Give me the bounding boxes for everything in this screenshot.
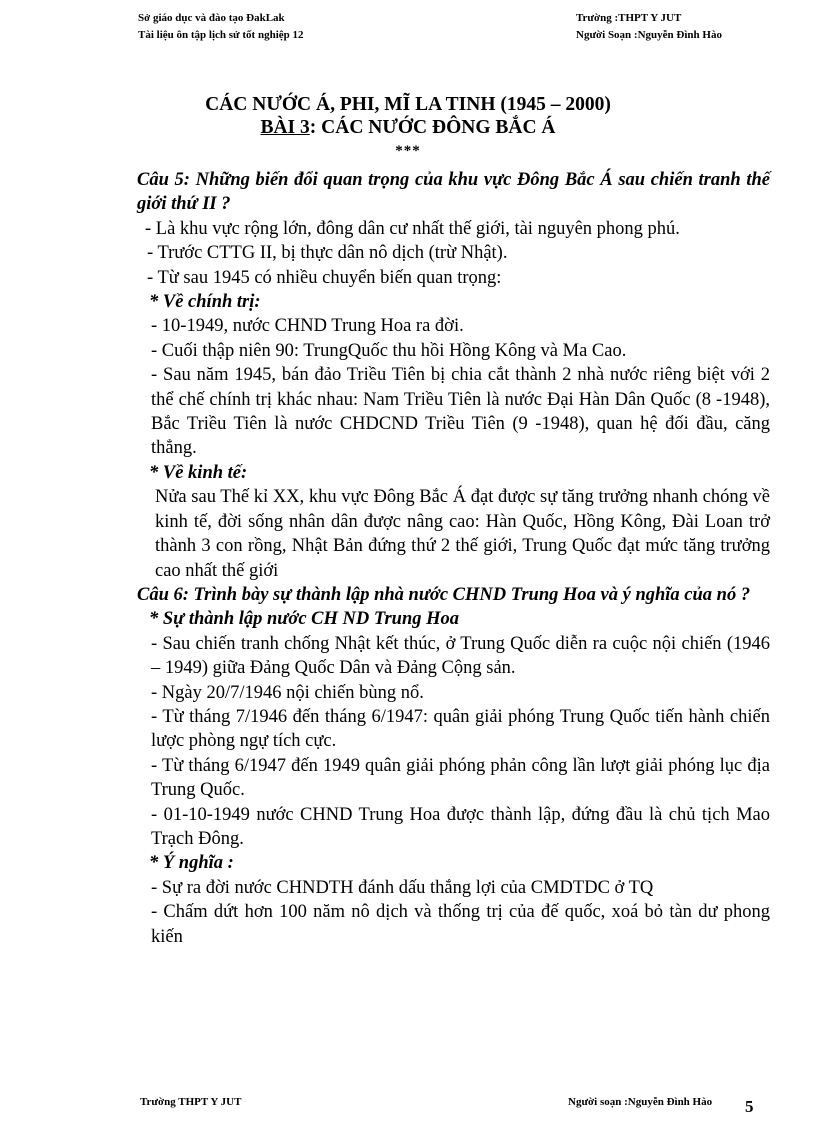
question-6-title: Câu 6: Trình bày sự thành lập nhà nước CHND Trung Hoa và ý nghĩa của nó ? — [137, 584, 751, 605]
main-content — [137, 168, 770, 949]
header-school: Trường :THPT Y JUT — [576, 12, 682, 24]
subheading-politics: * Về chính trị: — [149, 292, 261, 313]
subheading-economy: * Về kinh tế: — [149, 462, 248, 483]
question-5-title: Câu 5: Những biến đổi quan trọng của khu vực Đông Bắc Á sau chiến tranh thế giới thứ II ? — [137, 170, 770, 215]
footer-school: Trường THPT Y JUT — [140, 1096, 242, 1108]
header-department: Sở giáo dục và đào tạo ĐakLak — [138, 12, 285, 24]
paragraph: - Ngày 20/7/1946 nội chiến bùng nổ. — [151, 682, 424, 703]
header-left — [138, 10, 304, 44]
paragraph: - Sau chiến tranh chống Nhật kết thúc, ở Trung Quốc diễn ra cuộc nội chiến (1946 – 1949) giữa Đảng Quốc Dân và Đảng Cộng sản. — [151, 633, 770, 679]
paragraph: - 01-10-1949 nước CHND Trung Hoa được thành lập, đứng đầu là chủ tịch Mao Trạch Đông. — [151, 804, 770, 849]
header-right — [576, 10, 722, 44]
paragraph: Nửa sau Thế kỉ XX, khu vực Đông Bắc Á đạt được sự tăng trưởng nhanh chóng về kinh tế, đời sống nhân dân được nâng cao: Hàn Quốc, Hồng Kông, Đài Loan trở thành 3 con rồng, Nhật Bản đứng thứ 2 thế giới, Trung Quốc đạt mức tăng trưởng cao nhất thế giới — [155, 487, 770, 581]
paragraph: - Từ sau 1945 có nhiều chuyển biến quan trọng: — [147, 267, 502, 288]
paragraph: - Là khu vực rộng lớn, đông dân cư nhất thế giới, tài nguyên phong phú. — [145, 218, 680, 239]
title-ornament: *** — [395, 143, 421, 159]
header-author: Người Soạn :Nguyễn Đình Hào — [576, 29, 722, 41]
paragraph: - Sự ra đời nước CHNDTH đánh dấu thắng lợi của CMDTDC ở TQ — [151, 877, 654, 898]
lesson-number: BÀI 3 — [260, 117, 310, 138]
page-number: 5 — [745, 1097, 754, 1116]
paragraph: - Trước CTTG II, bị thực dân nô dịch (trừ Nhật). — [147, 243, 508, 264]
paragraph: - Chấm dứt hơn 100 năm nô dịch và thống trị của đế quốc, xoá bỏ tàn dư phong kiến — [151, 902, 770, 947]
subheading-founding: * Sự thành lập nước CH ND Trung Hoa — [149, 609, 460, 630]
paragraph: - Sau năm 1945, bán đảo Triều Tiên bị chia cắt thành 2 nhà nước riêng biệt với 2 thể chế chính trị khác nhau: Nam Triều Tiên là nước Đại Hàn Dân Quốc (8 -1948), Bắc Triều Tiên là nước CHDCND Triều Tiên (9 -1948), quan hệ đối đầu, căng thẳng. — [151, 365, 770, 459]
paragraph: - 10-1949, nước CHND Trung Hoa ra đời. — [151, 316, 464, 337]
chapter-title: CÁC NƯỚC Á, PHI, MĨ LA TINH (1945 – 2000) — [205, 94, 611, 115]
paragraph: - Từ tháng 7/1946 đến tháng 6/1947: quân giải phóng Trung Quốc tiến hành chiến lược phòng ngự tích cực. — [151, 706, 770, 752]
lesson-title — [0, 117, 816, 139]
header-document-subject: Tài liệu ôn tập lịch sử tốt nghiệp 12 — [138, 29, 304, 41]
subheading-significance: * Ý nghĩa : — [149, 853, 234, 874]
footer-author: Người soạn :Nguyễn Đình Hào — [568, 1096, 713, 1108]
paragraph: - Cuối thập niên 90: TrungQuốc thu hồi Hồng Kông và Ma Cao. — [151, 340, 627, 361]
paragraph: - Từ tháng 6/1947 đến 1949 quân giải phóng phản công lần lượt giải phóng lục địa Trung Quốc. — [151, 755, 770, 801]
lesson-name: : CÁC NƯỚC ĐÔNG BẮC Á — [309, 117, 556, 138]
